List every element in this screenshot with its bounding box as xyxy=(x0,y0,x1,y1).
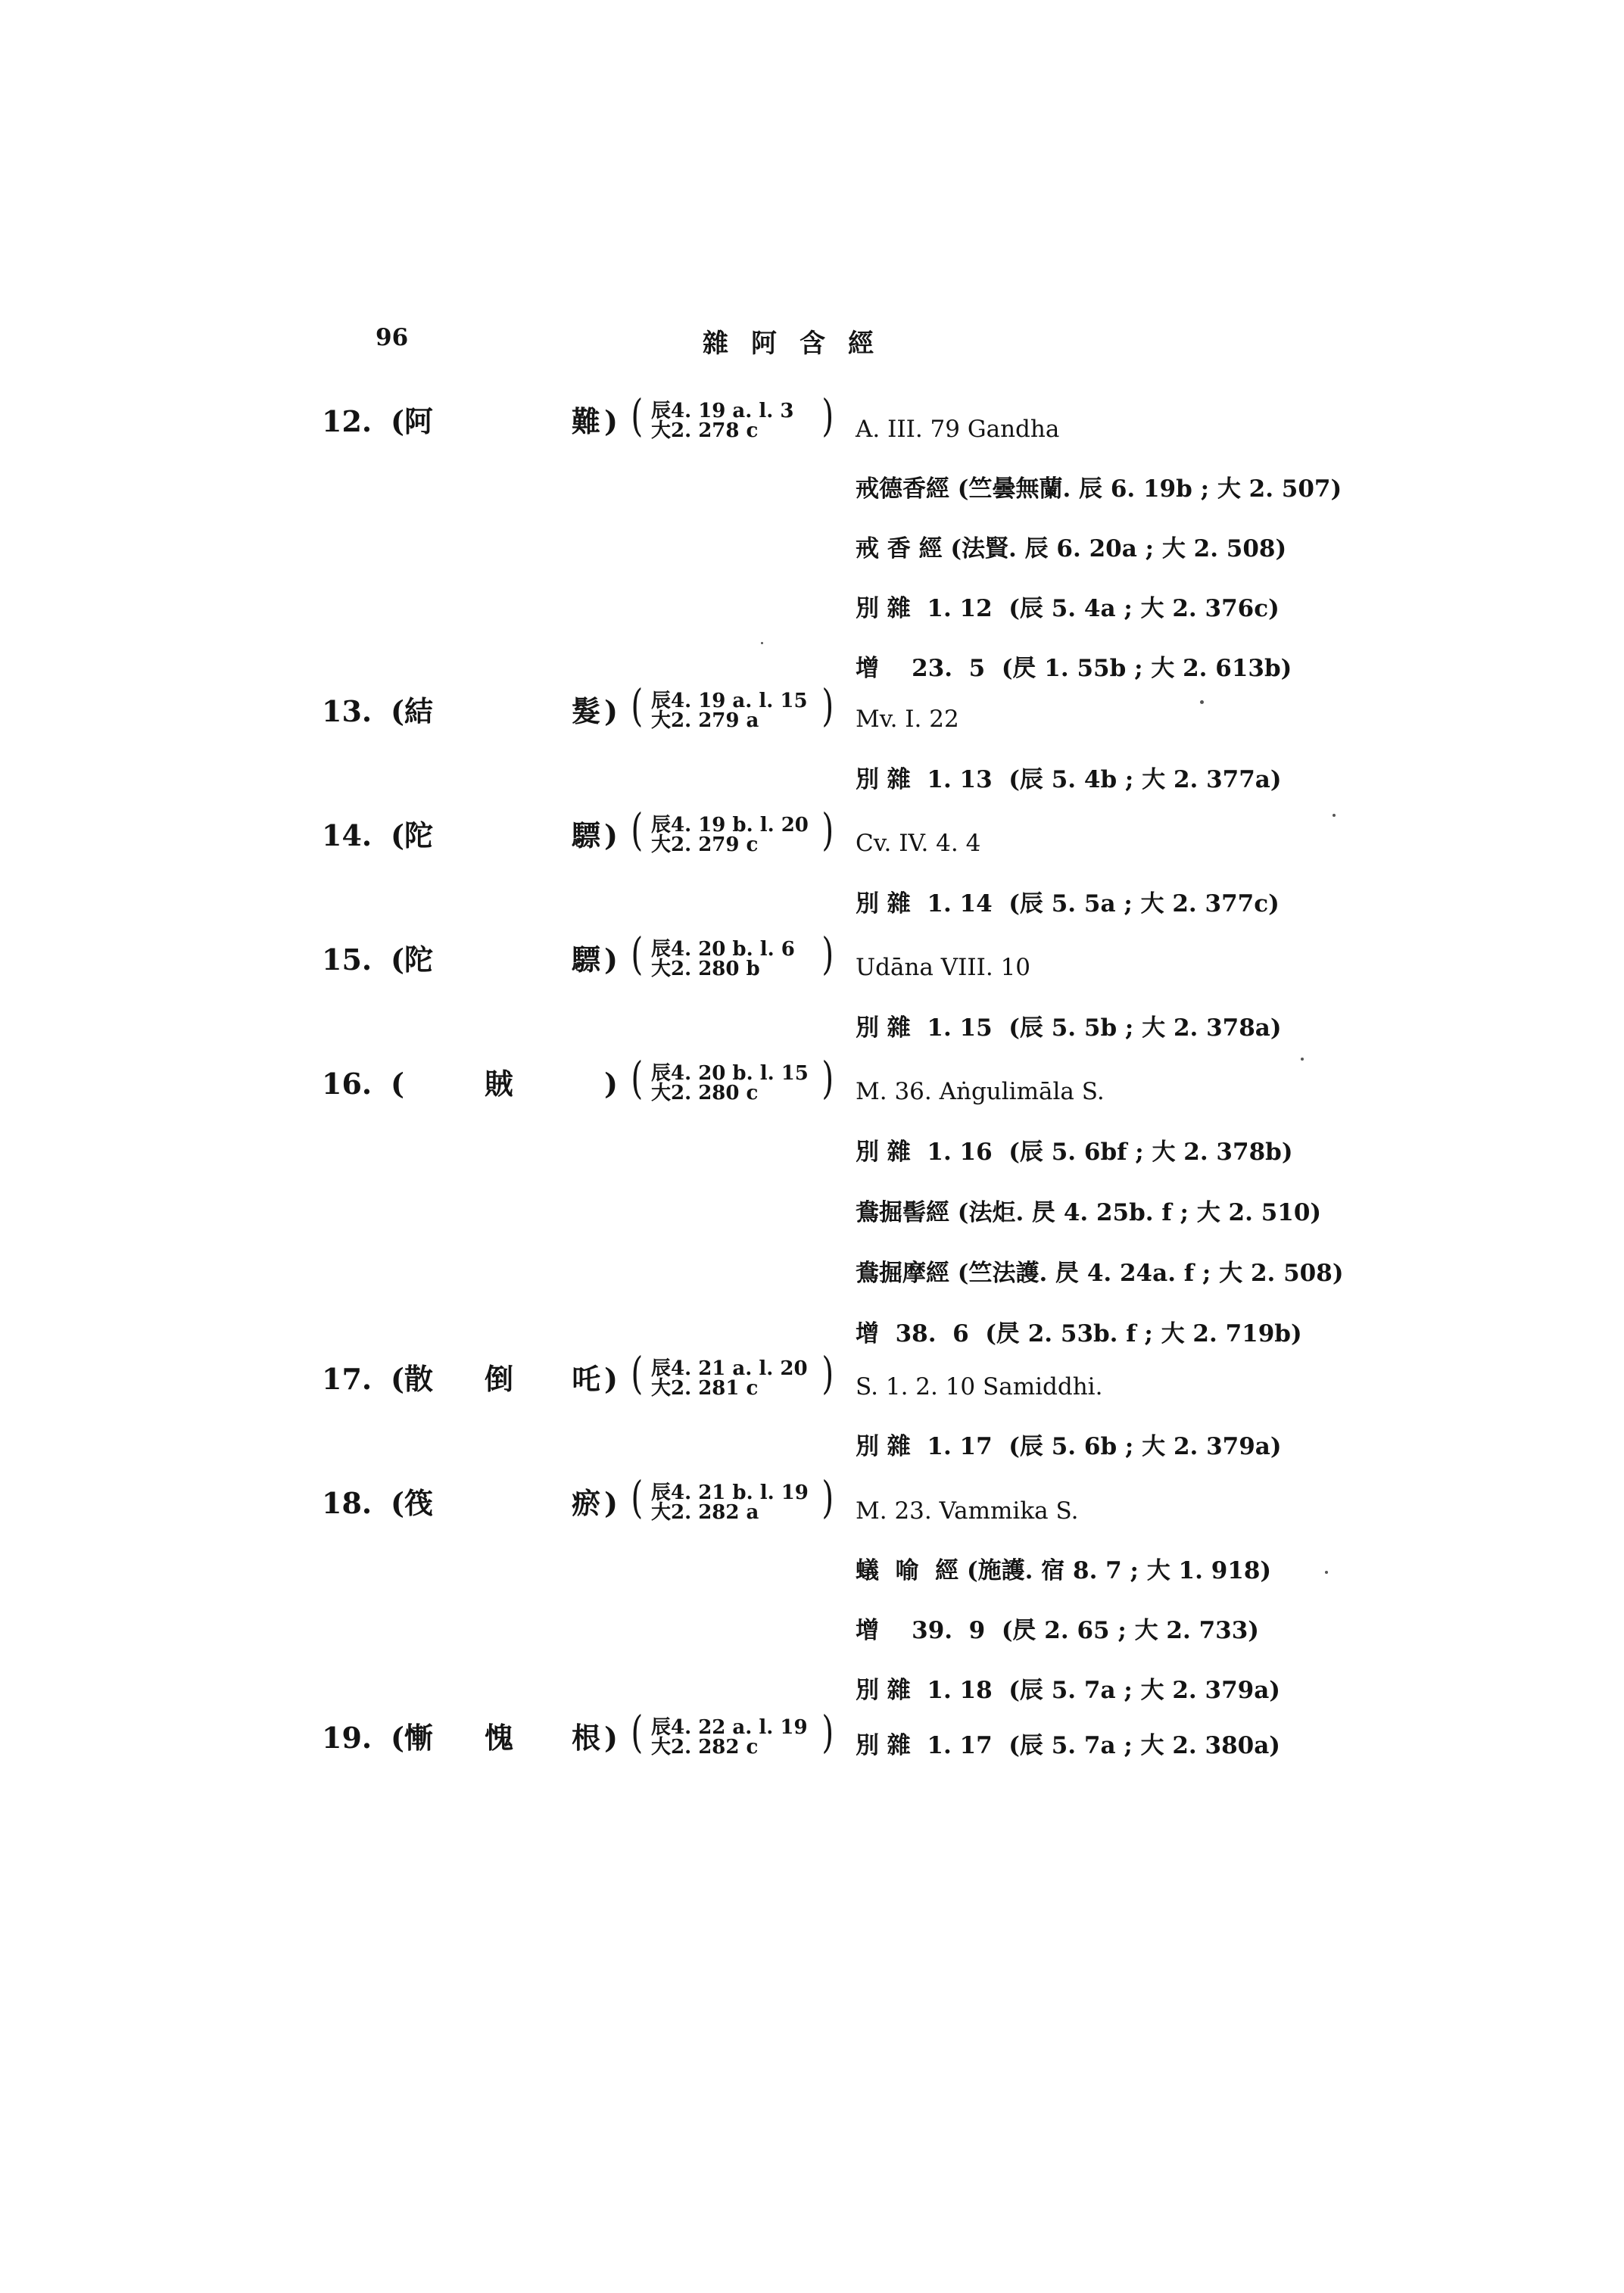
ref-bracket-right: ) xyxy=(821,928,834,980)
ref-line-1: 辰4. 21 a. l. 20 xyxy=(651,1357,808,1380)
source-reference xyxy=(631,680,839,741)
ref-bracket-left: ( xyxy=(631,1472,644,1523)
entry-number: 18. xyxy=(322,1486,372,1520)
ref-line-2: 大2. 282 c xyxy=(651,1736,759,1759)
ref-line-2: 大2. 279 c xyxy=(651,833,759,856)
parallel-reference: Udāna VIII. 10 xyxy=(856,954,1031,981)
parallel-reference: 增 38. 6 (昃 2. 53b. f ; 大 2. 719b) xyxy=(856,1320,1302,1347)
entry-title-char: 賊 xyxy=(485,1067,514,1101)
title-close-paren: ) xyxy=(604,1721,618,1755)
entry-number: 19. xyxy=(322,1721,372,1755)
parallel-reference: 別 雜 1. 16 (辰 5. 6bf ; 大 2. 378b) xyxy=(856,1139,1293,1166)
ref-line-1: 辰4. 22 a. l. 19 xyxy=(651,1716,808,1739)
ref-line-1: 辰4. 19 a. l. 15 xyxy=(651,690,808,712)
ref-line-1: 辰4. 19 a. l. 3 xyxy=(651,400,794,422)
ref-line-1: 辰4. 20 b. l. 15 xyxy=(651,1062,809,1085)
parallel-reference: 別 雜 1. 18 (辰 5. 7a ; 大 2. 379a) xyxy=(856,1677,1280,1704)
entry-number: 15. xyxy=(322,942,372,977)
entry-title-char: 陀 xyxy=(404,818,434,852)
ref-bracket-right: ) xyxy=(821,1472,834,1523)
title-open-paren: ( xyxy=(391,1486,404,1520)
parallel-reference: 別 雜 1. 14 (辰 5. 5a ; 大 2. 377c) xyxy=(856,890,1280,918)
entry-number: 17. xyxy=(322,1362,372,1396)
entry-title-char: 難 xyxy=(572,404,601,438)
ref-line-1: 辰4. 20 b. l. 6 xyxy=(651,938,795,961)
ref-line-2: 大2. 280 c xyxy=(651,1082,759,1104)
ref-bracket-left: ( xyxy=(631,1052,644,1104)
title-open-paren: ( xyxy=(391,1362,404,1396)
source-reference xyxy=(631,804,839,865)
parallel-reference: 別 雜 1. 15 (辰 5. 5b ; 大 2. 378a) xyxy=(856,1014,1282,1042)
ref-line-2: 大2. 280 b xyxy=(651,958,760,980)
parallel-reference: Mv. I. 22 xyxy=(856,706,959,733)
ref-bracket-right: ) xyxy=(821,1052,834,1104)
parallel-reference: 戒德香經 (竺曇無蘭. 辰 6. 19b ; 大 2. 507) xyxy=(856,475,1342,503)
entry-title-char: 倒 xyxy=(485,1362,514,1396)
entry-title-char: 驃 xyxy=(572,818,601,852)
parallel-reference: M. 23. Vammika S. xyxy=(856,1497,1079,1525)
ref-line-2: 大2. 282 a xyxy=(651,1501,759,1524)
ref-bracket-right: ) xyxy=(821,390,834,441)
entry-title-char: 結 xyxy=(404,694,434,728)
entry-title-char: 驃 xyxy=(572,942,601,977)
ref-bracket-left: ( xyxy=(631,928,644,980)
title-close-paren: ) xyxy=(604,1067,618,1101)
entry-title-char: 慚 xyxy=(404,1721,434,1755)
entry-title-char: 髮 xyxy=(572,694,601,728)
title-close-paren: ) xyxy=(604,942,618,977)
ref-bracket-left: ( xyxy=(631,390,644,441)
source-reference xyxy=(631,1706,839,1768)
entry-title-char: 筏 xyxy=(404,1486,434,1520)
title-open-paren: ( xyxy=(391,818,404,852)
ref-bracket-right: ) xyxy=(821,680,834,731)
entry-title-char: 瘀 xyxy=(572,1486,601,1520)
running-title: 雜阿含經 xyxy=(703,329,896,359)
scan-speck xyxy=(1200,700,1204,704)
entry-number: 16. xyxy=(322,1067,372,1101)
entry-title-char: 吒 xyxy=(572,1362,601,1396)
ref-line-2: 大2. 279 a xyxy=(651,709,759,732)
parallel-reference: A. III. 79 Gandha xyxy=(856,416,1060,443)
ref-bracket-right: ) xyxy=(821,1347,834,1399)
parallel-reference: S. 1. 2. 10 Samiddhi. xyxy=(856,1373,1103,1400)
title-open-paren: ( xyxy=(391,942,404,977)
parallel-reference: 增 39. 9 (昃 2. 65 ; 大 2. 733) xyxy=(856,1617,1259,1644)
ref-line-2: 大2. 281 c xyxy=(651,1377,759,1400)
ref-line-1: 辰4. 19 b. l. 20 xyxy=(651,814,809,837)
title-open-paren: ( xyxy=(391,404,404,438)
title-close-paren: ) xyxy=(604,1486,618,1520)
parallel-reference: 別 雜 1. 17 (辰 5. 6b ; 大 2. 379a) xyxy=(856,1433,1282,1460)
title-close-paren: ) xyxy=(604,818,618,852)
entry-number: 14. xyxy=(322,818,372,852)
ref-bracket-left: ( xyxy=(631,804,644,855)
scan-speck xyxy=(1325,1571,1328,1574)
parallel-reference: 戒 香 經 (法賢. 辰 6. 20a ; 大 2. 508) xyxy=(856,535,1287,562)
parallel-reference: 蟻 喻 經 (施護. 宿 8. 7 ; 大 1. 918) xyxy=(856,1557,1272,1584)
scan-speck xyxy=(1333,814,1336,817)
scan-speck xyxy=(761,642,763,644)
source-reference xyxy=(631,928,839,989)
parallel-reference: 鴦掘摩經 (竺法護. 昃 4. 24a. f ; 大 2. 508) xyxy=(856,1260,1344,1287)
ref-line-2: 大2. 278 c xyxy=(651,419,759,442)
ref-bracket-right: ) xyxy=(821,1706,834,1758)
entry-number: 12. xyxy=(322,404,372,438)
page-number: 96 xyxy=(376,324,409,351)
source-reference xyxy=(631,1472,839,1533)
title-open-paren: ( xyxy=(391,694,404,728)
ref-bracket-right: ) xyxy=(821,804,834,855)
entry-title-char: 根 xyxy=(572,1721,601,1755)
scan-speck xyxy=(1301,1058,1304,1061)
parallel-reference: 別 雜 1. 12 (辰 5. 4a ; 大 2. 376c) xyxy=(856,595,1280,622)
entry-title-char: 阿 xyxy=(404,404,434,438)
entry-title-char: 散 xyxy=(404,1362,434,1396)
title-open-paren: ( xyxy=(391,1067,404,1101)
parallel-reference: 別 雜 1. 17 (辰 5. 7a ; 大 2. 380a) xyxy=(856,1732,1280,1759)
title-close-paren: ) xyxy=(604,694,618,728)
parallel-reference: 鴦掘髻經 (法炬. 昃 4. 25b. f ; 大 2. 510) xyxy=(856,1199,1322,1226)
source-reference xyxy=(631,1347,839,1409)
ref-bracket-left: ( xyxy=(631,1347,644,1399)
title-open-paren: ( xyxy=(391,1721,404,1755)
parallel-reference: 別 雜 1. 13 (辰 5. 4b ; 大 2. 377a) xyxy=(856,766,1282,793)
title-close-paren: ) xyxy=(604,1362,618,1396)
entry-title-char: 愧 xyxy=(485,1721,514,1755)
ref-line-1: 辰4. 21 b. l. 19 xyxy=(651,1481,809,1504)
entry-title-char: 陀 xyxy=(404,942,434,977)
parallel-reference: M. 36. Aṅgulimāla S. xyxy=(856,1078,1105,1105)
source-reference xyxy=(631,1052,839,1114)
source-reference xyxy=(631,390,839,451)
ref-bracket-left: ( xyxy=(631,680,644,731)
ref-bracket-left: ( xyxy=(631,1706,644,1758)
entry-number: 13. xyxy=(322,694,372,728)
parallel-reference: Cv. IV. 4. 4 xyxy=(856,830,981,857)
parallel-reference: 增 23. 5 (昃 1. 55b ; 大 2. 613b) xyxy=(856,655,1292,682)
title-close-paren: ) xyxy=(604,404,618,438)
